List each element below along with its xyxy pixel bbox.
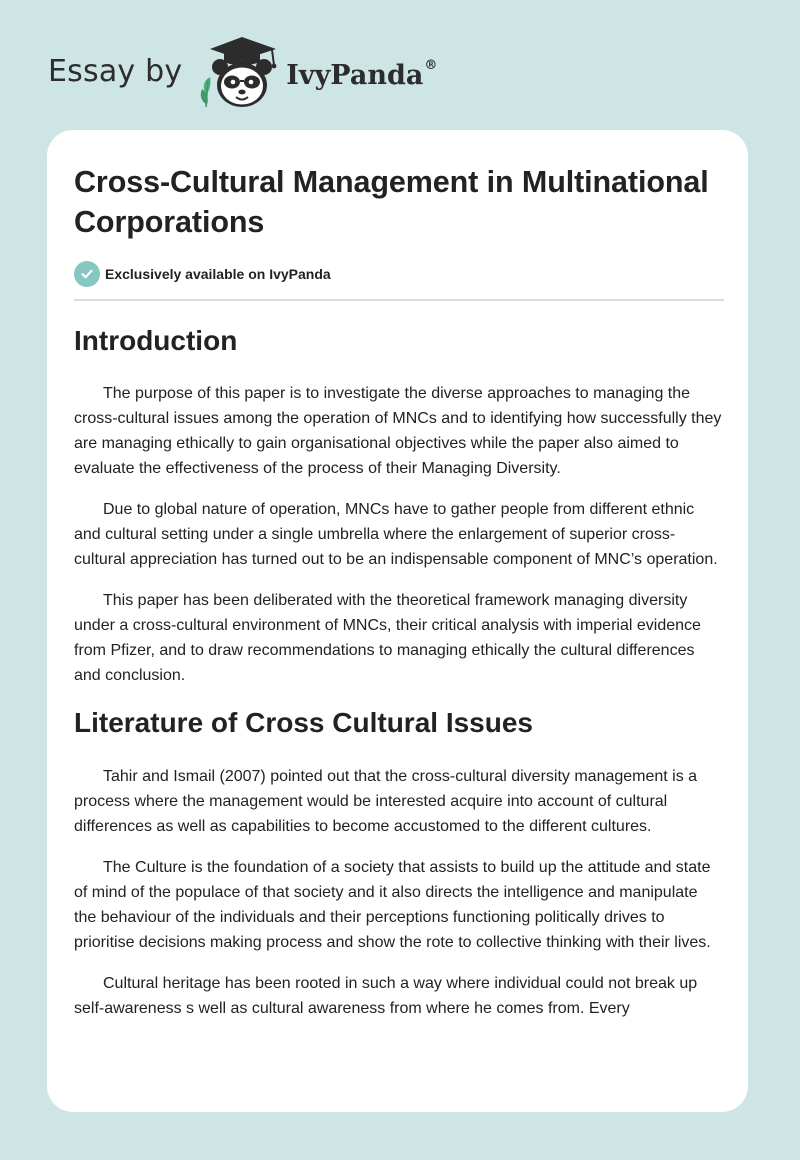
badge-text: Exclusively available on IvyPanda: [105, 266, 331, 282]
brand-name: [286, 57, 438, 91]
paragraph: This paper has been deliberated with the theoretical framework managing diversity under a cross-cultural environment of MNCs, their critical analysis with imperial evidence from Pfizer, and to draw recommendations to managing ethically the cultural differences and conclusion.: [74, 592, 701, 684]
section-heading-introduction: Introduction: [74, 325, 238, 356]
brand-name-text: IvyPanda: [286, 59, 424, 91]
article-title: Cross-Cultural Management in Multinational Corporations: [74, 165, 709, 239]
paragraph: Due to global nature of operation, MNCs have to gather people from different ethnic and cultural setting under a single umbrella where the enlargement of superior cross-cultural appreciation has turned out to be an indispensable component of MNC’s operation.: [74, 501, 718, 568]
exclusive-badge: [74, 261, 724, 287]
paragraph: Tahir and Ismail (2007) pointed out that the cross-cultural diversity management is a process where the management would be interested acquire into account of cultural differences as well as capabilities to become accustomed to the different cultures.: [74, 768, 698, 835]
check-icon: [74, 261, 100, 287]
article-card: [47, 130, 748, 1112]
paragraph: Cultural heritage has been rooted in such a way where individual could not break up self-awareness s well as cultural awareness from where he comes from. Every: [74, 975, 698, 1017]
title-divider: [74, 299, 724, 301]
section-heading-literature: Literature of Cross Cultural Issues: [74, 707, 534, 738]
paragraph: The Culture is the foundation of a society that assists to build up the attitude and state of mind of the populace of that society and it also directs the intelligence and manipulate the behaviour of the individuals and their perceptions functioning politically drives to prioritise decisions making process and show the rote to collective thinking with their lives.: [74, 859, 711, 951]
brand-header: [48, 34, 437, 114]
brand-prefix: Essay by: [48, 53, 183, 89]
article-content: [74, 162, 724, 1021]
paragraph: The purpose of this paper is to investigate the diverse approaches to managing the cross-cultural issues among the operation of MNCs and to identifying how successfully they are managing ethically to gain organisational objectives while the paper also aimed to evaluate the effectiveness of the process of their Managing Diversity.: [74, 385, 722, 477]
panda-logo-icon[interactable]: [196, 35, 282, 109]
registered-mark: ®: [424, 57, 438, 73]
